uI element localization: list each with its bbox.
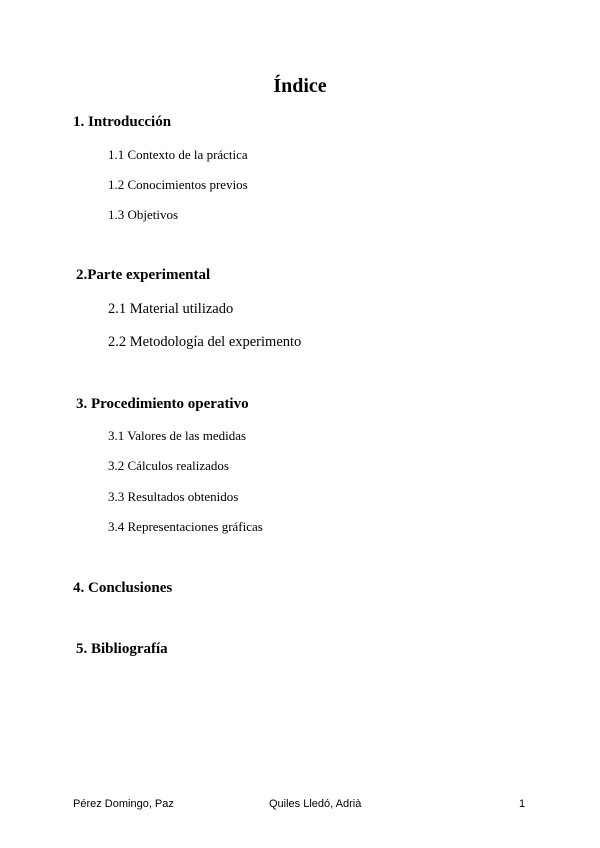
subsection-3-1: 3.1 Valores de las medidas — [108, 428, 247, 443]
index-title: Índice — [273, 75, 327, 97]
subsection-3-4: 3.4 Representaciones gráficas — [108, 519, 263, 534]
footer-author-left: Pérez Domingo, Paz — [73, 798, 174, 810]
section-heading-conclusiones: 4. Conclusiones — [73, 580, 173, 596]
subsection-3-2: 3.2 Cálculos realizados — [108, 458, 229, 473]
subsection-2-2: 2.2 Metodología del experimento — [108, 334, 302, 350]
subsection-1-3: 1.3 Objetivos — [108, 207, 179, 222]
footer-page-number: 1 — [519, 798, 526, 810]
section-heading-procedimiento-operativo: 3. Procedimiento operativo — [76, 396, 249, 412]
subsection-1-2: 1.2 Conocimientos previos — [108, 177, 248, 192]
footer-author-center: Quiles Lledó, Adrià — [269, 798, 362, 810]
section-heading-parte-experimental: 2.Parte experimental — [76, 267, 211, 283]
section-heading-introduccion: 1. Introducción — [73, 114, 172, 130]
section-heading-bibliografia: 5. Bibliografía — [76, 641, 168, 657]
subsection-3-3: 3.3 Resultados obtenidos — [108, 489, 239, 504]
subsection-2-1: 2.1 Material utilizado — [108, 301, 234, 317]
subsection-1-1: 1.1 Contexto de la práctica — [108, 147, 248, 162]
